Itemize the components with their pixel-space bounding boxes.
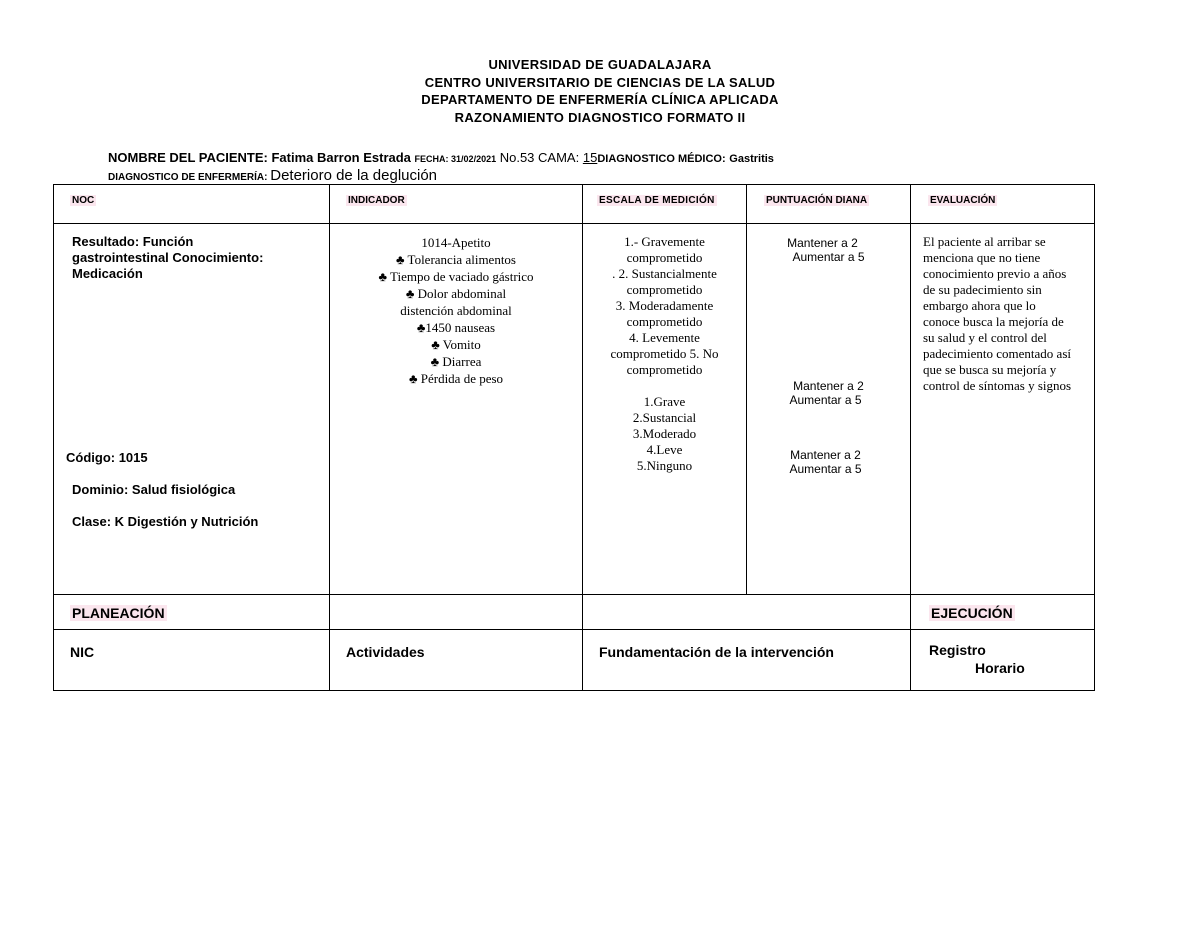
indicador-item: ♣ Pérdida de peso [408, 371, 504, 386]
header-center: CENTRO UNIVERSITARIO DE CIENCIAS DE LA SALUD [424, 74, 776, 90]
col-escala [583, 185, 747, 224]
puntuacion-b-aumentar: Aumentar a 5 [789, 393, 862, 407]
escala-line: 3. Moderadamente [615, 298, 714, 313]
fundamentacion-cell [583, 630, 911, 691]
diagnostic-table [53, 184, 1095, 691]
patient-name-label: NOMBRE DEL PACIENTE: [108, 150, 268, 165]
puntuacion-cell [747, 224, 911, 595]
noc-resultado [72, 234, 329, 282]
escala-line: comprometido [626, 282, 703, 297]
ejecucion-label: EJECUCIÓN [931, 605, 1013, 621]
evaluacion-line: embargo ahora que lo [923, 298, 1036, 313]
escala-line: 5.Ninguno [636, 458, 693, 473]
header-format-title: RAZONAMIENTO DIAGNOSTICO FORMATO II [454, 109, 746, 125]
escala-group-1 [583, 234, 746, 378]
actividades-cell [330, 630, 583, 691]
ejecucion-cell [911, 595, 1095, 630]
noc-resultado-line: Medicación [72, 266, 143, 281]
horario-label: Horario [975, 660, 1025, 676]
indicador-item: ♣ Dolor abdominal [405, 286, 507, 301]
nursing-dx-value: Deterioro de la deglución [270, 167, 438, 184]
indicador-item: ♣ Diarrea [430, 354, 482, 369]
patient-info-line [108, 150, 774, 165]
escala-line: comprometido [626, 314, 703, 329]
table-body-row [54, 224, 1095, 595]
evaluacion-line: control de síntomas y signos [923, 378, 1072, 393]
col-puntuacion-label: PUNTUACIÓN DIANA [766, 195, 868, 206]
escala-line: 4. Levemente [629, 330, 700, 345]
actividades-label: Actividades [346, 644, 425, 660]
fundamentacion-label: Fundamentación de la intervención [599, 644, 834, 660]
escala-line: comprometido [626, 250, 703, 265]
evaluacion-line: que se busca su mejoría y [923, 362, 1057, 377]
bed-label: CAMA: [538, 150, 580, 165]
escala-line: 1.- Gravemente [624, 234, 705, 249]
nursing-dx-label: DIAGNOSTICO DE ENFERMERÍA: [108, 172, 268, 183]
table-header-row [54, 185, 1095, 224]
nic-row [54, 630, 1095, 691]
indicador-item: ♣ Tiempo de vaciado gástrico [378, 269, 534, 284]
escala-line: comprometido 5. No [610, 346, 719, 361]
col-noc [54, 185, 330, 224]
escala-line: 3.Moderado [632, 426, 697, 441]
medical-dx-value: Gastritis [729, 153, 774, 165]
escala-line: . 2. Sustancialmente [612, 266, 717, 281]
evaluacion-line: El paciente al arribar se [923, 234, 1046, 249]
evaluacion-line: su salud y el control del [923, 330, 1047, 345]
planeacion-cell [54, 595, 330, 630]
evaluacion-line: padecimiento comentado así [923, 346, 1072, 361]
noc-resultado-line: Resultado: Función [72, 234, 194, 249]
nursing-dx-line [108, 167, 437, 184]
indicador-list [330, 234, 582, 387]
header-department: DEPARTAMENTO DE ENFERMERÍA CLÍNICA APLICADA [421, 92, 779, 107]
patient-name-value: Fatima Barron Estrada [271, 150, 411, 165]
bed-value: 15 [582, 150, 598, 165]
document-header [0, 56, 1200, 126]
escala-line: 4.Leve [646, 442, 683, 457]
evaluacion-line: conoce busca la mejoría de [923, 314, 1064, 329]
patient-number: No.53 [499, 150, 535, 165]
indicador-item: ♣1450 nauseas [416, 320, 496, 335]
noc-codigo: Código: 1015 [66, 450, 148, 465]
date-label: FECHA: 31/02/2021 [414, 154, 497, 164]
escala-line: 1.Grave [643, 394, 686, 409]
evaluacion-line: conocimiento previo a años [923, 266, 1067, 281]
puntuacion-a-aumentar: Aumentar a 5 [792, 250, 865, 264]
evaluacion-text [923, 234, 1086, 394]
puntuacion-c-aumentar: Aumentar a 5 [789, 462, 862, 476]
col-indicador-label: INDICADOR [348, 195, 405, 206]
col-puntuacion [747, 185, 911, 224]
indicador-item: ♣ Vomito [431, 337, 481, 352]
puntuacion-b-mantener: Mantener a 2 [793, 379, 864, 393]
evaluacion-line: de su padecimiento sin [923, 282, 1042, 297]
registro-label: Registro [929, 642, 986, 658]
medical-dx-label: DIAGNOSTICO MÉDICO: [597, 153, 726, 165]
col-noc-label: NOC [72, 195, 95, 206]
col-evaluacion [911, 185, 1095, 224]
planeacion-row [54, 595, 1095, 630]
escala-cell [583, 224, 747, 595]
registro-cell [911, 630, 1095, 691]
noc-resultado-line: gastrointestinal Conocimiento: [72, 250, 264, 265]
evaluacion-line: menciona que no tiene [923, 250, 1041, 265]
indicador-item: ♣ Tolerancia alimentos [395, 252, 516, 267]
col-escala-label: ESCALA DE MEDICIÓN [599, 195, 715, 206]
escala-group-2 [583, 394, 746, 474]
planeacion-empty-wide-cell [583, 595, 911, 630]
puntuacion-a-mantener: Mantener a 2 [787, 236, 858, 250]
noc-clase: Clase: K Digestión y Nutrición [72, 514, 259, 529]
noc-cell [54, 224, 330, 595]
indicador-cell [330, 224, 583, 595]
planeacion-label: PLANEACIÓN [72, 605, 165, 621]
escala-line: comprometido [626, 362, 703, 377]
indicador-item: distención abdominal [400, 303, 512, 318]
header-university: UNIVERSIDAD DE GUADALAJARA [488, 57, 712, 72]
escala-line: 2.Sustancial [632, 410, 697, 425]
col-evaluacion-label: EVALUACIÓN [930, 195, 996, 206]
nic-label: NIC [70, 644, 95, 660]
puntuacion-c-mantener: Mantener a 2 [790, 448, 861, 462]
planeacion-empty-cell [330, 595, 583, 630]
noc-dominio: Dominio: Salud fisiológica [72, 482, 236, 497]
indicador-item: 1014-Apetito [421, 235, 491, 250]
evaluacion-cell [911, 224, 1095, 595]
nic-cell [54, 630, 330, 691]
col-indicador [330, 185, 583, 224]
